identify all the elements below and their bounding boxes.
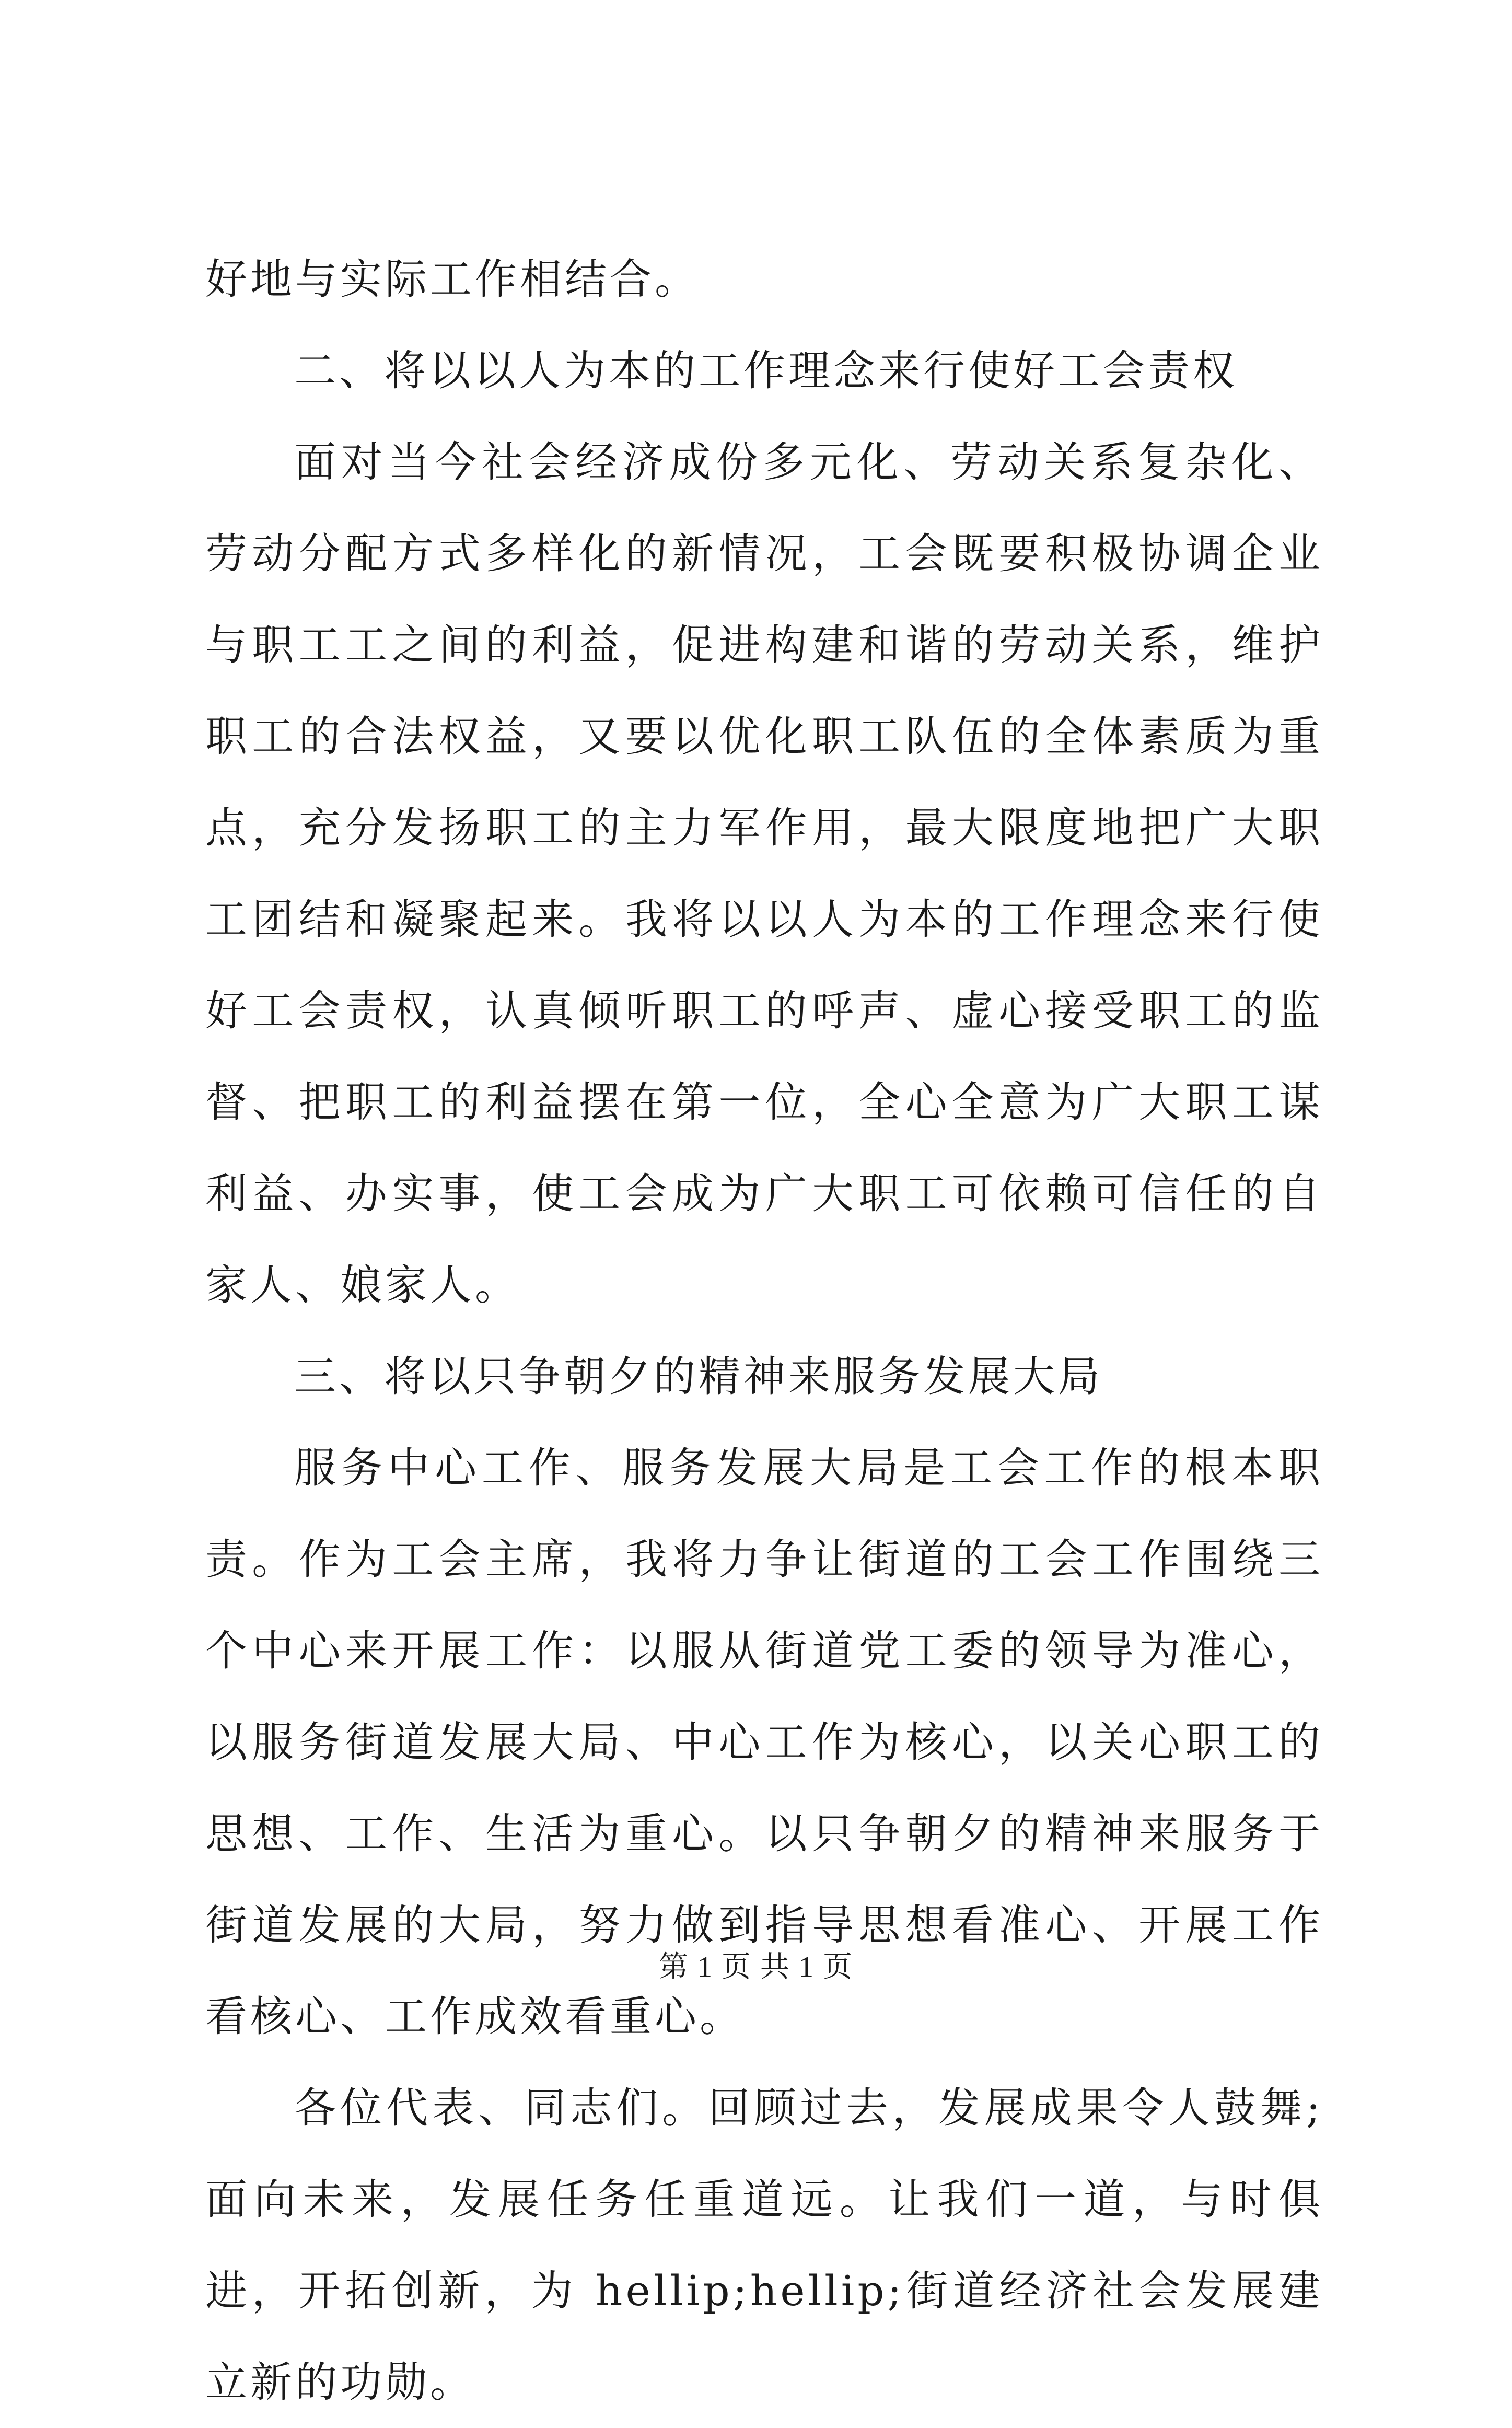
section-heading-2: 二、将以以人为本的工作理念来行使好工会责权 — [294, 346, 1238, 395]
paragraph-closing: 各位代表、同志们。回顾过去，发展成果令人鼓舞;面向未来，发展任务任重道远。让我们一道，与时俱进，开拓创新，为 hellip;hellip;街道经济社会发展建立新的功勋。 — [205, 2084, 1323, 2407]
section-heading-3: 三、将以只争朝夕的精神来服务发展大局 — [294, 1352, 1103, 1401]
page-footer: 第 1 页 共 1 页 — [659, 1951, 853, 1983]
paragraph-section-2: 面对当今社会经济成份多元化、劳动关系复杂化、劳动分配方式多样化的新情况，工会既要积极协调企业与职工工之间的利益，促进构建和谐的劳动关系，维护职工的合法权益，又要以优化职工队伍的全体素质为重点，充分发扬职工的主力军作用，最大限度地把广大职工团结和凝聚起来。我将以以人为本的工作理念来行使好工会责权，认真倾听职工的呼声、虚心接受职工的监督、把职工的利益摆在第一位，全心全意为广大职工谋利益、办实事，使工会成为广大职工可依赖可信任的自家人、娘家人。 — [205, 438, 1323, 1309]
paragraph-section-3: 服务中心工作、服务发展大局是工会工作的根本职责。作为工会主席，我将力争让街道的工会工作围绕三个中心来开展工作：以服从街道党工委的领导为准心，以服务街道发展大局、中心工作为核心，以关心职工的思想、工作、生活为重心。以只争朝夕的精神来服务于街道发展的大局，努力做到指导思想看准心、开展工作看核心、工作成效看重心。 — [205, 1444, 1323, 2041]
paragraph-continuation: 好地与实际工作相结合。 — [205, 255, 700, 304]
document-body — [205, 234, 1323, 2428]
